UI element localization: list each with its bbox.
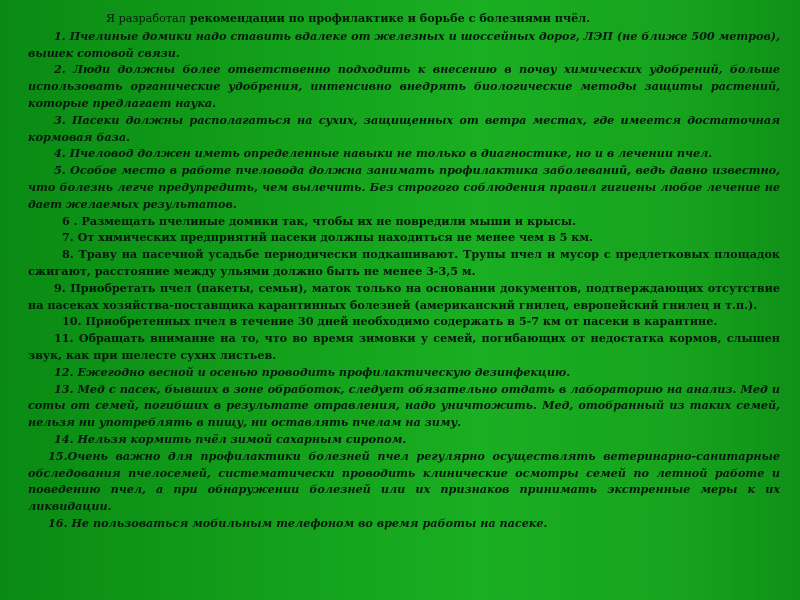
recommendations-text-box <box>28 10 780 600</box>
recommendation-item: 6 . Размещать пчелиные домики так, чтобы их не повредили мыши и крысы. <box>62 213 577 228</box>
recommendation-item: 16. Не пользоваться мобильным телефоном во время работы на пасеке. <box>48 515 548 530</box>
recommendation-item: 9. Приобретать пчел (пакеты, семьи), маток только на основании документов, подтверждающих отсутствие на пасеках хозяйства-поставщика карантинных болезней (американский гнилец, европейский гнилец и т.п.). <box>28 280 780 312</box>
recommendation-item: 5. Особое место в работе пчеловода должна занимать профилактика заболеваний, ведь давно известно, что болезнь легче предупредить, чем вылечить. Без строгого соблюдения правил гигиены любое лечение не дает желаемых результатов. <box>28 163 780 211</box>
intro-line <box>28 10 780 28</box>
recommendation-item: 12. Ежегодно весной и осенью проводить профилактическую дезинфекцию. <box>54 364 571 379</box>
recommendation-item: 14. Нельзя кормить пчёл зимой сахарным сиропом. <box>54 431 407 446</box>
recommendation-item: 8. Траву на пасечной усадьбе периодически подкашивают. Трупы пчел и мусор с предлетковых площадок сжигают, расстояние между ульями должно быть не менее 3-3,5 м. <box>28 247 780 278</box>
intro-lead: Я разработал <box>106 12 186 25</box>
recommendation-item: 2. Люди должны более ответственно подходить к внесению в почву химических удобрений, больше использовать органические удобрения, интенсивно внедрять биологические методы защиты растений, которые предлагает наука. <box>28 62 780 110</box>
recommendation-item: 11. Обращать внимание на то, что во время зимовки у семей, погибающих от недостатка кормов, слышен звук, как при шелесте сухих листьев. <box>28 331 780 362</box>
recommendation-item: 13. Мед с пасек, бывших в зоне обработок, следует обязательно отдать в лабораторию на анализ. Мед и соты от семей, погибших в результате отравления, надо уничтожить. Мед, отобранный из таких семей, нельзя ни употреблять в пищу, ни оставлять пчелам на зиму. <box>28 381 780 430</box>
recommendation-item: 4. Пчеловод должен иметь определенные навыки не только в диагностике, но и в лечении пчел. <box>54 146 713 161</box>
recommendation-item: 3. Пасеки должны располагаться на сухих, защищенных от ветра местах, где имеется достаточная кормовая база. <box>28 112 780 144</box>
recommendation-item: 1. Пчелиные домики надо ставить вдалеке от железных и шоссейных дорог, ЛЭП (не ближе 500 метров), вышек сотовой связи. <box>28 28 780 60</box>
recommendation-item: 10. Приобретенных пчел в течение 30 дней необходимо содержать в 5-7 км от пасеки в карантине. <box>62 314 718 329</box>
intro-title: рекомендации по профилактике и борьбе с болезнями пчёл. <box>189 11 591 25</box>
recommendation-item: 15.Очень важно для профилактики болезней пчел регулярно осуществлять ветеринарно-санитарные обследования пчелосемей, систематически проводить клинические осмотры семей по летной работе и поведению пчел, а при обнаружении болезней или их признаков принимать экстренные меры к их ликвидации. <box>28 448 780 514</box>
recommendation-item: 7. От химических предприятий пасеки должны находиться не менее чем в 5 км. <box>62 230 593 245</box>
